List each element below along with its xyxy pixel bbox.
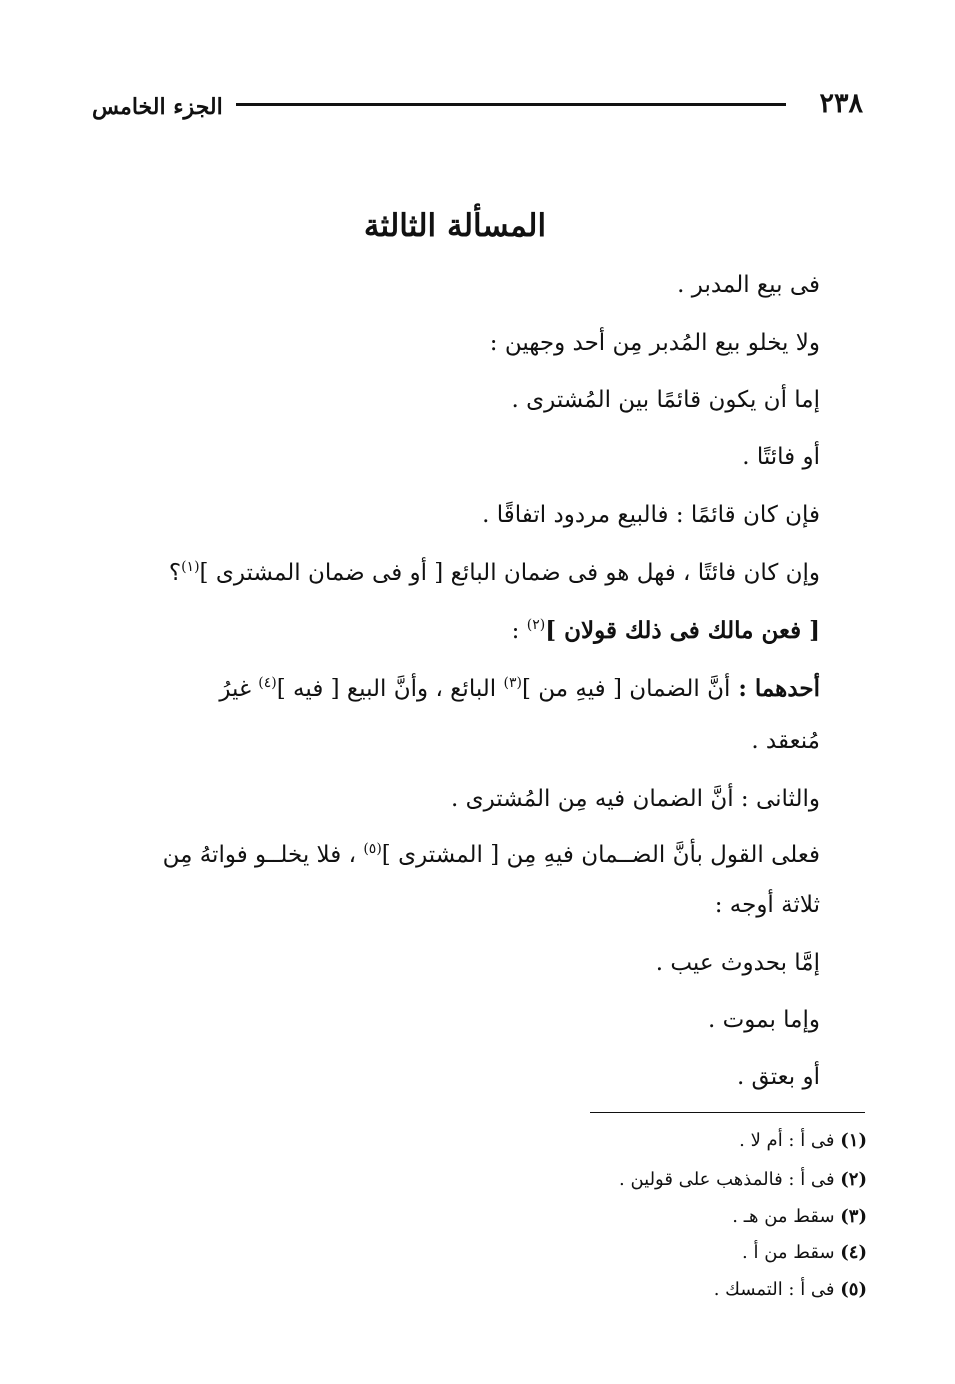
footnote	[739, 1128, 867, 1154]
footnote-number: (٤)	[840, 1242, 867, 1263]
body-line-10: والثانى : أنَّ الضمان فيه مِن المُشترى .	[450, 786, 820, 812]
body-line-12: ثلاثة أوجه :	[714, 892, 820, 918]
footnote-number: (٥)	[840, 1279, 867, 1300]
header-rule	[236, 103, 786, 106]
body-line-6-end: ؟	[168, 560, 182, 586]
body-line-1: فى بيع المدبر .	[677, 272, 820, 298]
first-opinion-label: أحدهما :	[730, 675, 820, 702]
footnote	[732, 1204, 867, 1230]
body-line-7	[512, 614, 820, 651]
body-line-11-part1: فعلى القول بأنَّ الضــمان فيهِ مِن [ المشترى ]	[381, 842, 820, 868]
footnote	[619, 1167, 867, 1193]
body-line-7-text: [ فعن مالك فى ذلك قولان ]	[545, 617, 820, 644]
footnote-text: فى أ : أم لا .	[739, 1130, 841, 1151]
footnote-ref-2: (٢)	[526, 617, 546, 633]
body-line-5: فإن كان قائمًا : فالبيع مردود اتفاقًا .	[482, 502, 820, 528]
footnote-text: سقط من أ .	[742, 1242, 841, 1263]
footnote-number: (٢)	[840, 1169, 867, 1190]
body-line-3: إما أن يكون قائمًا بين المُشترى .	[511, 387, 820, 413]
footnote-number: (٣)	[840, 1206, 867, 1227]
section-title: المسألة الثالثة	[363, 208, 547, 244]
footnote	[714, 1277, 867, 1303]
footnote-text: فى أ : فالمذهب على قولين .	[619, 1169, 841, 1190]
body-line-14: وإما بموت .	[708, 1007, 820, 1033]
running-title: الجزء الخامس	[92, 94, 223, 120]
body-line-6	[169, 556, 820, 593]
body-line-8	[105, 672, 820, 709]
body-line-11	[105, 838, 820, 875]
body-line-8-part1: أنَّ الضمان [ فيهِ من ]	[521, 676, 731, 702]
footnote-rule	[590, 1112, 865, 1113]
footnote-ref-3: (٣)	[503, 675, 522, 691]
body-line-9: مُنعقد .	[751, 728, 820, 754]
body-line-8-part3: غيرُ	[219, 676, 259, 702]
footnote-ref-4: (٤)	[258, 675, 277, 691]
body-line-7-end: :	[511, 618, 527, 644]
footnote-ref-5: (٥)	[363, 841, 382, 857]
body-line-13: إمَّا بحدوث عيب .	[655, 950, 820, 976]
page-number: ٢٣٨	[819, 88, 863, 119]
body-line-11-part2: ، فلا يخلــو فواتهُ مِن	[162, 842, 364, 868]
body-line-4: أو فائتًا .	[742, 444, 820, 470]
body-line-6-text: وإن كان فائتًا ، فهل هو فى ضمان البائع [ أو فى ضمان المشترى ]	[199, 560, 820, 586]
body-line-8-part2: البائع ، وأنَّ البيع [ فيه ]	[276, 676, 504, 702]
footnote	[742, 1240, 867, 1266]
footnote-text: سقط من هـ .	[732, 1206, 841, 1227]
footnote-number: (١)	[840, 1130, 867, 1151]
footnote-text: فى أ : التمسك .	[713, 1279, 841, 1300]
body-line-2: ولا يخلو بيع المُدبر مِن أحد وجهين :	[489, 330, 820, 356]
footnote-ref-1: (١)	[181, 559, 200, 575]
body-line-15: أو بعتق .	[736, 1064, 820, 1090]
